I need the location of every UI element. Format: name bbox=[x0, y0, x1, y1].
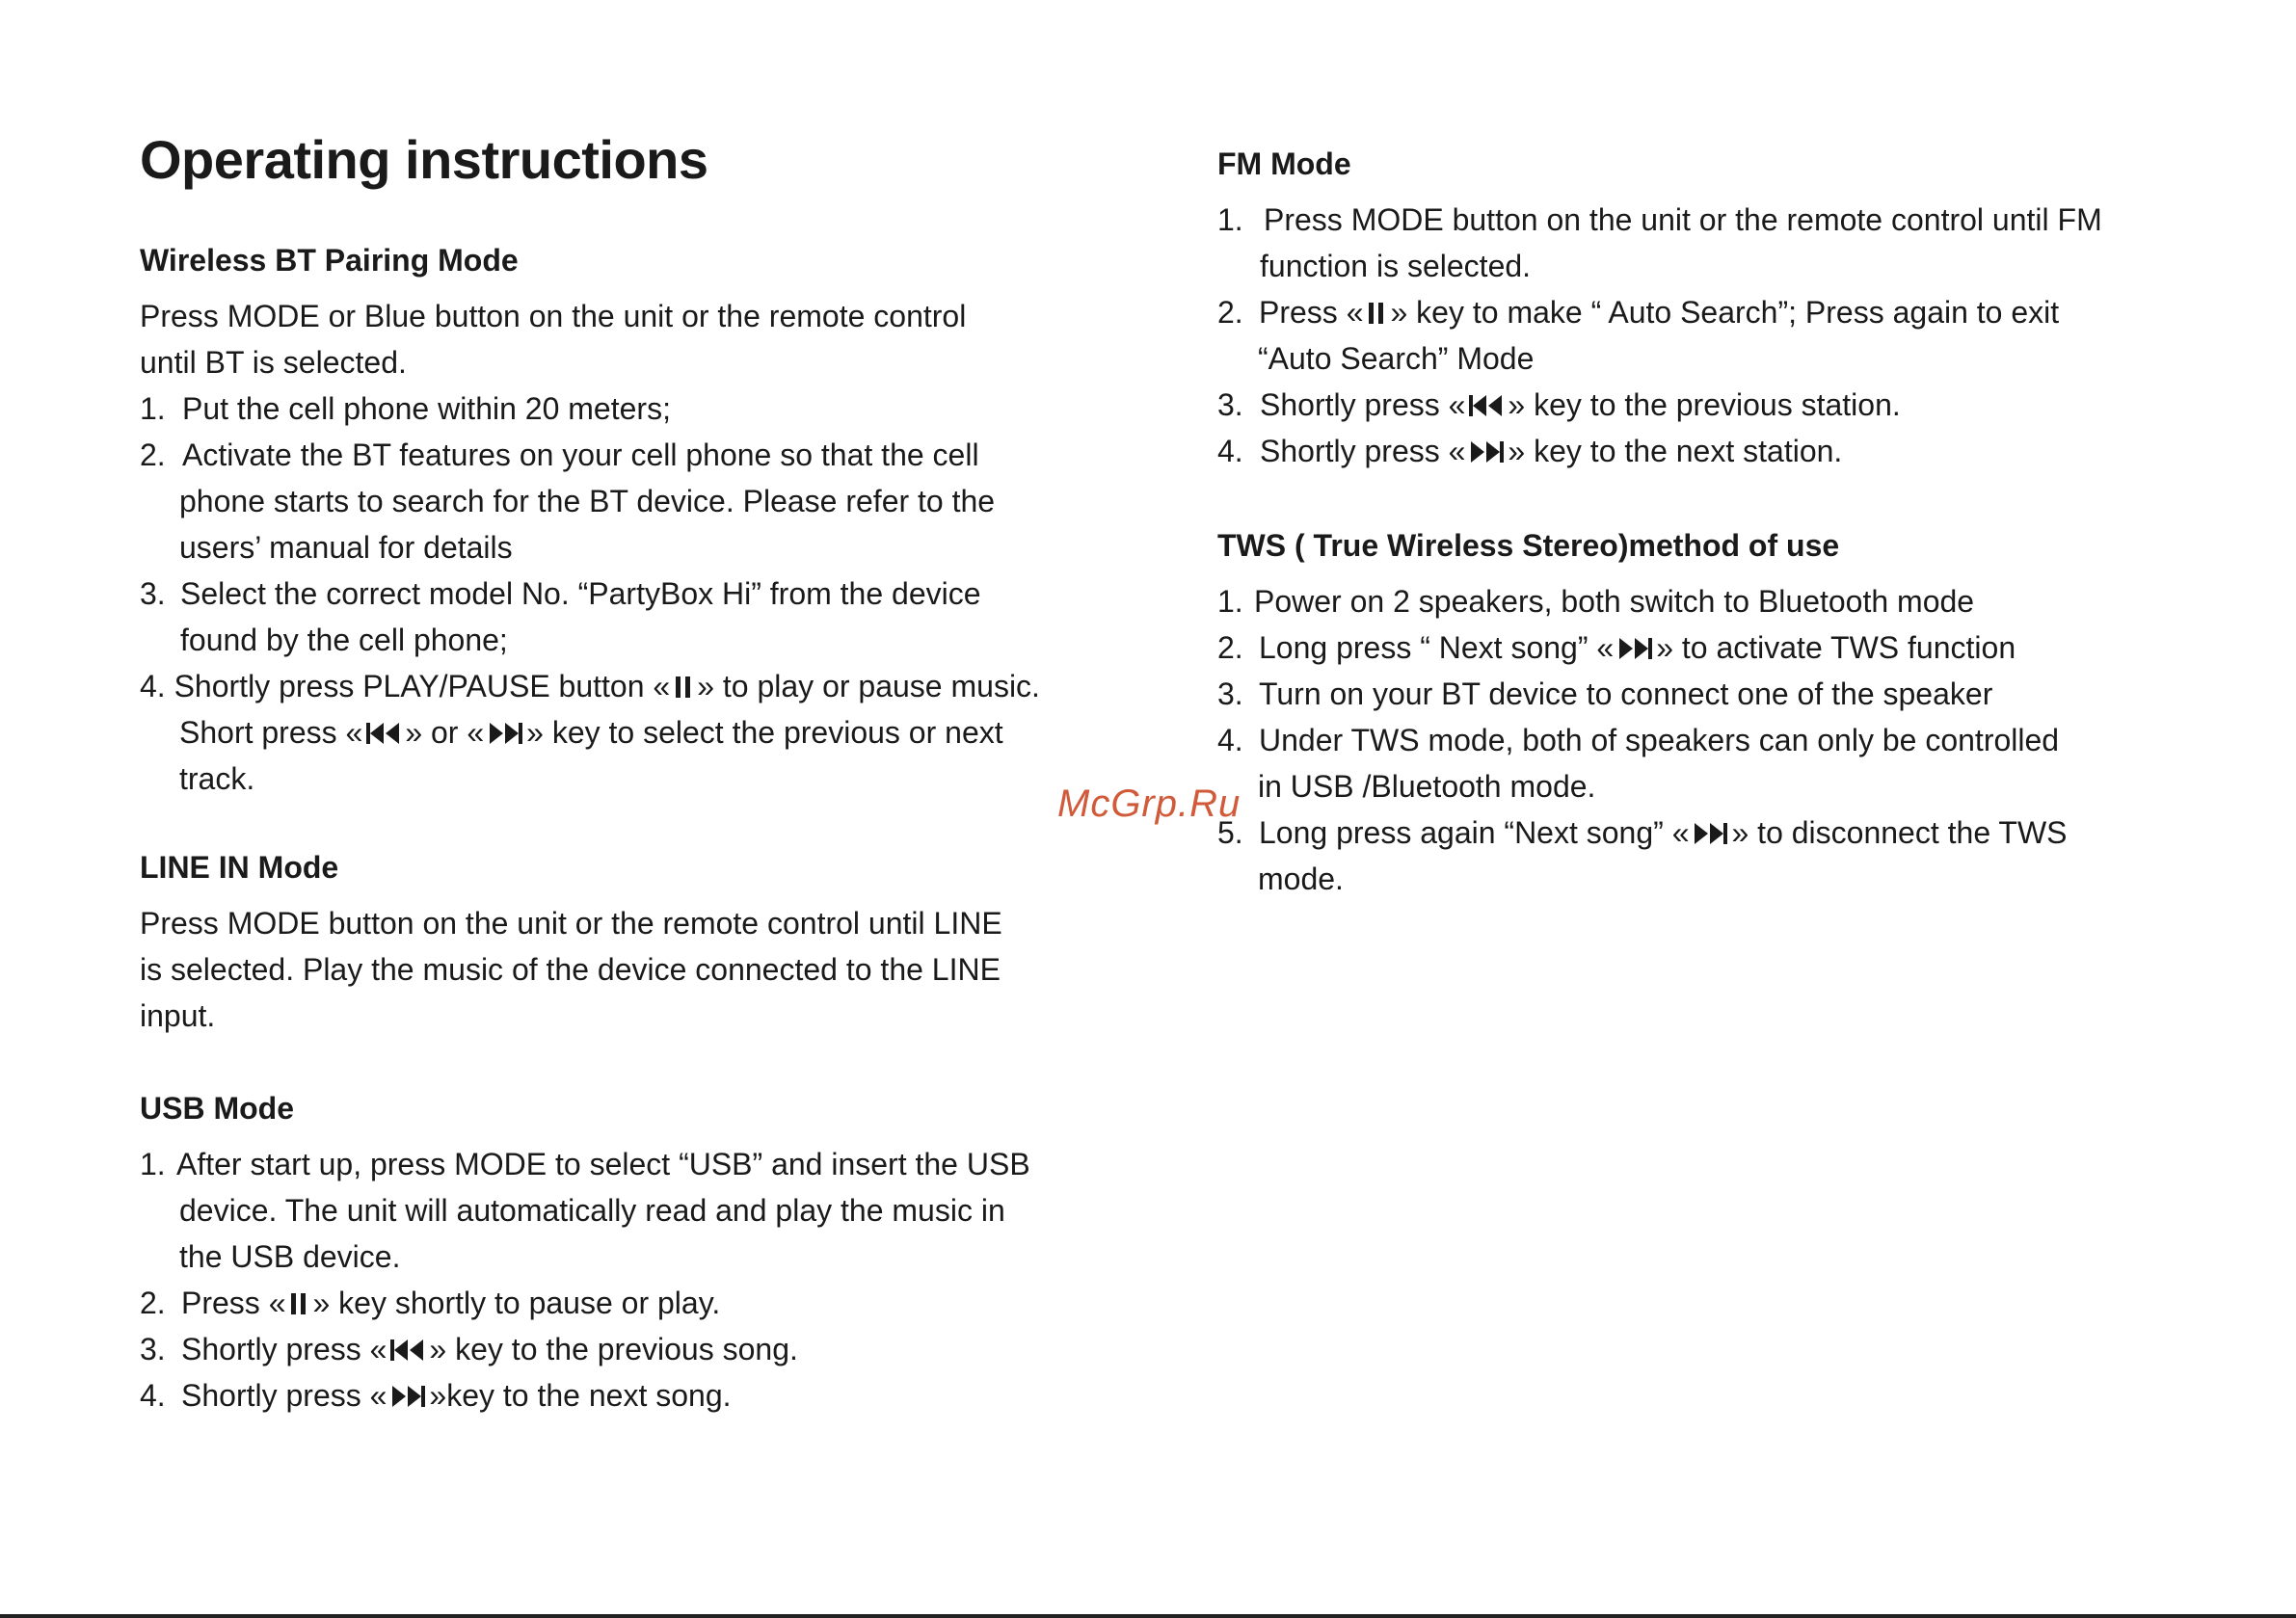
fm-item-4-number: 4. bbox=[1217, 434, 1243, 468]
fm-item-3-number: 3. bbox=[1217, 387, 1243, 422]
tws-item-2-text-b: » to activate TWS function bbox=[1656, 630, 2016, 665]
bt-item-3-line-2: found by the cell phone; bbox=[180, 623, 508, 657]
fm-item-3-text-b: » key to the previous station. bbox=[1508, 387, 1901, 422]
bt-item-3 bbox=[140, 570, 1084, 663]
fm-item-1-number: 1. bbox=[1217, 202, 1243, 237]
tws-item-4-line-2: in USB /Bluetooth mode. bbox=[1258, 769, 1596, 804]
tws-item-1-number: 1. bbox=[1217, 584, 1243, 619]
bt-item-2-line-3: users’ manual for details bbox=[179, 530, 513, 565]
bt-item-3-line-1: Select the correct model No. “PartyBox Hi” from the device bbox=[180, 576, 981, 611]
usb-item-4-text-a: Shortly press « bbox=[181, 1378, 387, 1413]
usb-item-2-text-b: » key shortly to pause or play. bbox=[312, 1286, 721, 1320]
fm-item-2-text-b: » key to make “ Auto Search”; Press again to exit bbox=[1390, 295, 2060, 330]
tws-item-4-line-1: Under TWS mode, both of speakers can only be controlled bbox=[1259, 723, 2060, 757]
usb-item-4-text-b: »key to the next song. bbox=[429, 1378, 732, 1413]
tws-heading: TWS ( True Wireless Stereo)method of use bbox=[1217, 528, 1840, 563]
fm-heading: FM Mode bbox=[1217, 146, 1351, 181]
bt-heading: Wireless BT Pairing Mode bbox=[140, 243, 519, 278]
usb-item-3-text-a: Shortly press « bbox=[181, 1332, 387, 1366]
fm-item-2 bbox=[1217, 289, 2201, 382]
bt-item-4-text-d: » or « bbox=[405, 715, 485, 750]
previous-track-icon bbox=[1468, 392, 1505, 419]
fm-item-4-text-a: Shortly press « bbox=[1260, 434, 1466, 468]
tws-item-3 bbox=[1217, 671, 2201, 717]
watermark: McGrp.Ru bbox=[1057, 782, 1241, 825]
fm-item-3-text-a: Shortly press « bbox=[1260, 387, 1466, 422]
tws-item-2-text-a: Long press “ Next song” « bbox=[1259, 630, 1615, 665]
line-in-section bbox=[140, 844, 1084, 1039]
usb-item-1-line-2: device. The unit will automatically read and play the music in bbox=[179, 1193, 1005, 1228]
bt-item-4-text-c: Short press « bbox=[179, 715, 363, 750]
bt-item-1 bbox=[140, 385, 1084, 432]
tws-item-5-text-b: » to disconnect the TWS bbox=[1731, 815, 2068, 850]
tws-item-3-text: Turn on your BT device to connect one of the speaker bbox=[1259, 676, 1993, 711]
usb-item-1-number: 1. bbox=[140, 1147, 166, 1181]
next-track-icon bbox=[1468, 438, 1505, 465]
next-track-icon bbox=[1616, 635, 1653, 662]
bt-item-4-text-f: track. bbox=[179, 761, 255, 796]
line-in-line-3: input. bbox=[140, 998, 216, 1033]
play-pause-icon bbox=[1366, 300, 1387, 327]
bt-intro bbox=[140, 293, 1084, 385]
usb-item-2-number: 2. bbox=[140, 1286, 166, 1320]
usb-item-3-number: 3. bbox=[140, 1332, 166, 1366]
line-in-line-2: is selected. Play the music of the device connected to the LINE bbox=[140, 952, 1001, 987]
usb-section bbox=[140, 1085, 1084, 1419]
tws-item-5-number: 5. bbox=[1217, 815, 1243, 850]
fm-item-2-text-c: “Auto Search” Mode bbox=[1258, 341, 1535, 376]
fm-item-3 bbox=[1217, 382, 2201, 428]
usb-item-3-text-b: » key to the previous song. bbox=[429, 1332, 798, 1366]
bt-item-1-line-1: Put the cell phone within 20 meters; bbox=[182, 391, 671, 426]
bt-item-4-text-b: » to play or pause music. bbox=[697, 669, 1040, 703]
next-track-icon bbox=[487, 720, 523, 747]
usb-item-4 bbox=[140, 1372, 1084, 1419]
fm-item-1-line-1: Press MODE button on the unit or the remote control until FM bbox=[1264, 202, 2102, 237]
tws-item-5 bbox=[1217, 809, 2201, 902]
usb-item-1-line-1: After start up, press MODE to select “USB” and insert the USB bbox=[176, 1147, 1030, 1181]
tws-item-1-text: Power on 2 speakers, both switch to Bluetooth mode bbox=[1254, 584, 1975, 619]
bt-item-1-number: 1. bbox=[140, 391, 166, 426]
tws-item-2 bbox=[1217, 624, 2201, 671]
bottom-divider bbox=[0, 1614, 2296, 1618]
bt-pairing-section bbox=[140, 237, 1084, 802]
fm-item-2-number: 2. bbox=[1217, 295, 1243, 330]
tws-item-5-text-a: Long press again “Next song” « bbox=[1259, 815, 1690, 850]
fm-item-4-text-b: » key to the next station. bbox=[1508, 434, 1843, 468]
bt-intro-line-2: until BT is selected. bbox=[140, 345, 407, 380]
next-track-icon bbox=[1692, 820, 1728, 847]
line-in-heading: LINE IN Mode bbox=[140, 850, 339, 885]
line-in-line-1: Press MODE button on the unit or the remote control until LINE bbox=[140, 906, 1002, 941]
usb-item-2-text-a: Press « bbox=[181, 1286, 286, 1320]
usb-item-2 bbox=[140, 1280, 1084, 1326]
bt-intro-line-1: Press MODE or Blue button on the unit or the remote control bbox=[140, 299, 967, 333]
bt-item-2-number: 2. bbox=[140, 438, 166, 472]
fm-section bbox=[1217, 141, 2201, 474]
usb-item-4-number: 4. bbox=[140, 1378, 166, 1413]
bt-item-2 bbox=[140, 432, 1084, 570]
previous-track-icon bbox=[365, 720, 402, 747]
usb-heading: USB Mode bbox=[140, 1091, 294, 1126]
tws-section bbox=[1217, 522, 2201, 902]
next-track-icon bbox=[389, 1383, 426, 1410]
bt-item-2-line-1: Activate the BT features on your cell phone so that the cell bbox=[182, 438, 979, 472]
tws-item-4 bbox=[1217, 717, 2201, 809]
fm-item-1-line-2: function is selected. bbox=[1260, 249, 1532, 283]
page-title: Operating instructions bbox=[140, 129, 708, 190]
bt-item-4-text-e: » key to select the previous or next bbox=[526, 715, 1003, 750]
bt-item-3-number: 3. bbox=[140, 576, 166, 611]
bt-item-4-text-a: 4. Shortly press PLAY/PAUSE button « bbox=[140, 669, 671, 703]
play-pause-icon bbox=[288, 1290, 309, 1317]
usb-item-1-line-3: the USB device. bbox=[179, 1239, 401, 1274]
fm-item-2-text-a: Press « bbox=[1259, 295, 1364, 330]
tws-item-2-number: 2. bbox=[1217, 630, 1243, 665]
bt-item-2-line-2: phone starts to search for the BT device. Please refer to the bbox=[179, 484, 996, 518]
tws-item-1 bbox=[1217, 578, 2201, 624]
previous-track-icon bbox=[389, 1337, 426, 1364]
fm-item-4 bbox=[1217, 428, 2201, 474]
play-pause-icon bbox=[673, 674, 694, 701]
line-in-body bbox=[140, 900, 1084, 1039]
usb-item-3 bbox=[140, 1326, 1084, 1372]
tws-item-5-text-c: mode. bbox=[1258, 862, 1344, 896]
bt-item-4 bbox=[140, 663, 1084, 802]
tws-item-3-number: 3. bbox=[1217, 676, 1243, 711]
fm-item-1 bbox=[1217, 197, 2201, 289]
tws-item-4-number: 4. bbox=[1217, 723, 1243, 757]
usb-item-1 bbox=[140, 1141, 1084, 1280]
